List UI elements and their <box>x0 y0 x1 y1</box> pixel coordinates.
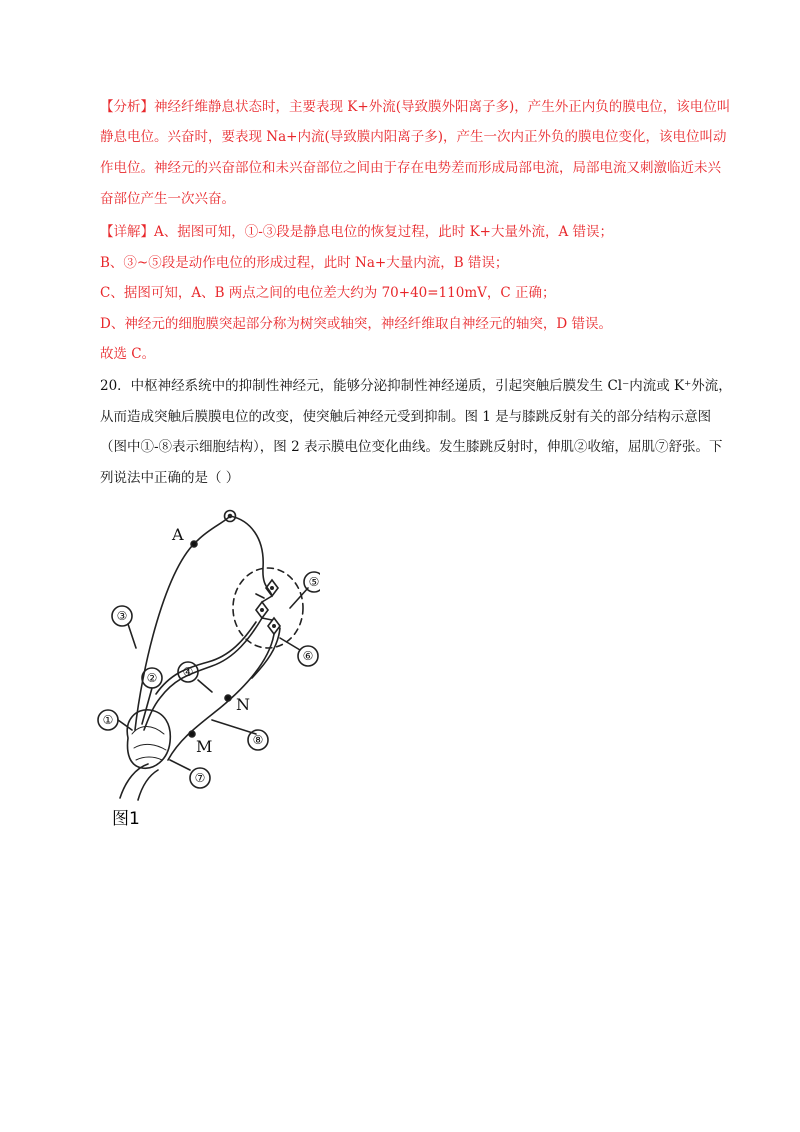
analysis-line-2: 静息电位。兴奋时，要表现 Na+内流(导致膜内阳离子多)，产生一次内正外负的膜电位变化，该电位叫动 <box>100 129 727 145</box>
detail-answer: 故选 C。 <box>100 346 156 362</box>
spinal-cord-region <box>233 568 303 648</box>
knee-reflex-diagram <box>80 498 320 838</box>
analysis-line-1: 【分析】神经纤维静息状态时，主要表现 K+外流(导致膜外阳离子多)，产生外正内负的膜电位，该电位叫 <box>100 99 731 115</box>
ganglion-nucleus <box>229 515 232 518</box>
question-line-1: 20．中枢神经系统中的抑制性神经元，能够分泌抑制性神经递质，引起突触后膜发生 Cl⁻内流或 K⁺外流， <box>100 378 732 394</box>
label-number-3: ③ <box>116 609 128 623</box>
question-line-2: 从而造成突触后膜膜电位的改变，使突触后神经元受到抑制。图 1 是与膝跳反射有关的部分结构示意图 <box>100 409 712 425</box>
detail-line-d: D、神经元的细胞膜突起部分称为树突或轴突，神经纤维取自神经元的轴突，D 错误。 <box>100 316 612 332</box>
label-number-4: ④ <box>182 665 194 679</box>
point-m-dot <box>189 731 195 737</box>
label-number-6: ⑥ <box>302 649 314 663</box>
point-n-dot <box>225 695 231 701</box>
leg-bone <box>120 764 158 800</box>
point-a-label: A <box>172 525 184 544</box>
label-number-1: ① <box>102 713 114 727</box>
detail-line-c: C、据图可知，A、B 两点之间的电位差大约为 70+40=110mV，C 正确； <box>100 285 556 301</box>
label-number-5: ⑤ <box>308 575 320 589</box>
point-n-label: N <box>236 695 250 714</box>
point-m-label: M <box>196 737 213 756</box>
detail-line-a: 【详解】A、据图可知，①-③段是静息电位的恢复过程，此时 K+大量外流，A 错误； <box>100 224 614 240</box>
label-number-7: ⑦ <box>194 771 206 785</box>
sensory-neuron-top <box>230 516 272 596</box>
analysis-line-3: 作电位。神经元的兴奋部位和未兴奋部位之间由于存在电势差而形成局部电流，局部电流又刺激临近未兴 <box>100 160 721 176</box>
question-line-3: （图中①-⑧表示细胞结构），图 2 表示膜电位变化曲线。发生膝跳反射时，伸肌②收缩，屈肌⑦舒张。下 <box>100 439 723 455</box>
analysis-line-4: 奋部位产生一次兴奋。 <box>100 191 235 207</box>
label-number-2: ② <box>146 671 158 685</box>
figure-caption: 图1 <box>112 809 140 829</box>
point-a-dot <box>191 541 197 547</box>
label-number-8: ⑧ <box>252 733 264 747</box>
detail-line-b: B、③~⑤段是动作电位的形成过程，此时 Na+大量内流，B 错误； <box>100 255 509 271</box>
question-line-4: 列说法中正确的是（ ） <box>100 470 240 486</box>
